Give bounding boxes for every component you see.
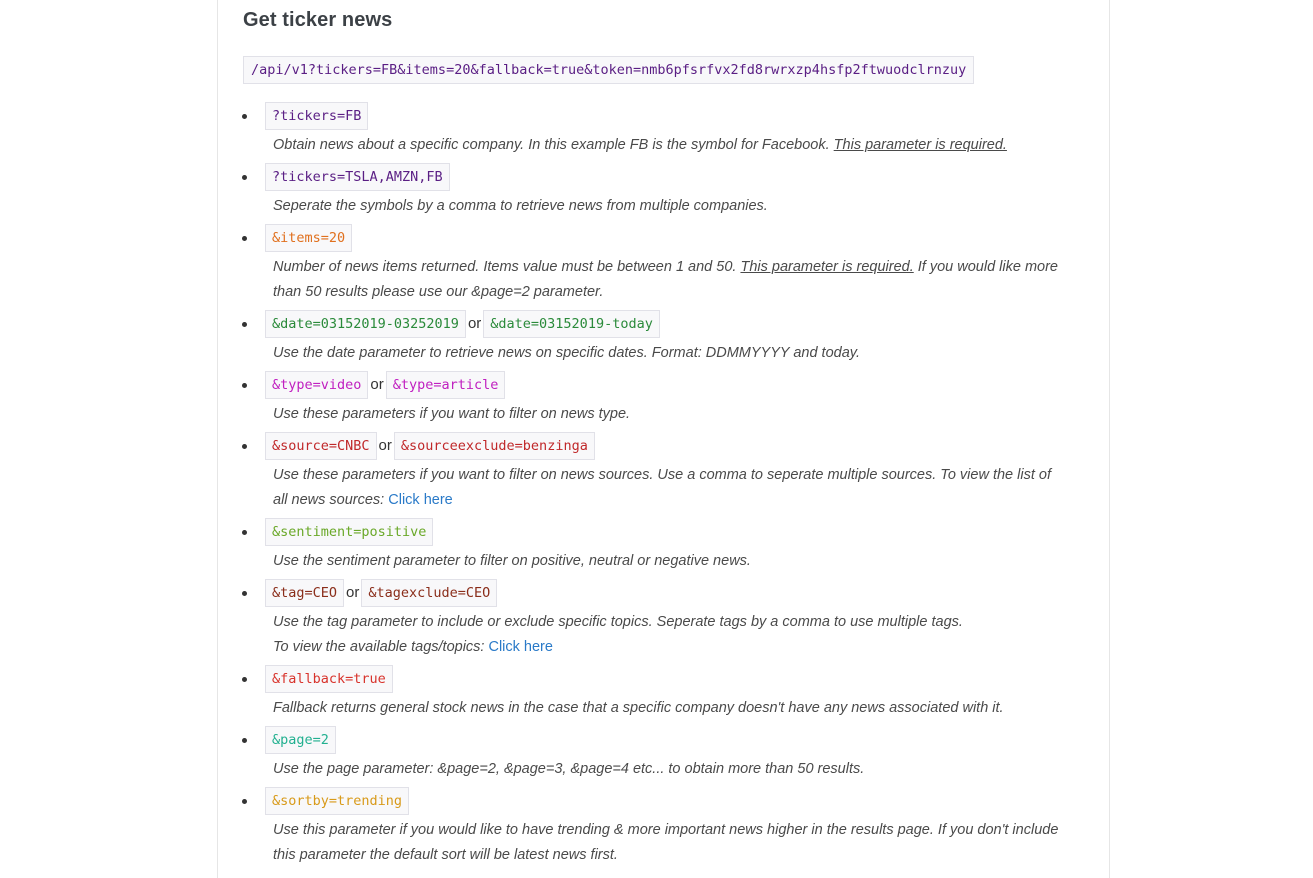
param-description: Use this parameter if you would like to have trending & more important news higher in the results page. If you don't include this parameter the default sort will be latest news first.	[273, 822, 1059, 863]
bullet-icon	[242, 383, 247, 388]
param-code-sourceexclude: &sourceexclude=benzinga	[394, 432, 595, 460]
bullet-icon	[242, 530, 247, 535]
param-description: Use the sentiment parameter to filter on positive, neutral or negative news.	[273, 553, 751, 569]
param-description: Use the page parameter: &page=2, &page=3, &page=4 etc... to obtain more than 50 results.	[273, 761, 865, 777]
or-separator: or	[467, 314, 482, 332]
required-note: This parameter is required.	[833, 137, 1007, 153]
tags-topics-link[interactable]: Click here	[488, 639, 553, 655]
param-code-date-today: &date=03152019-today	[483, 310, 660, 338]
param-description: Number of news items returned. Items value must be between 1 and 50. This parameter is required. If you would like more than 50 results please use our &page=2 parameter.	[273, 259, 1058, 300]
bullet-icon	[242, 322, 247, 327]
param-code-date-range: &date=03152019-03252019	[265, 310, 466, 338]
section-title: Get ticker news	[243, 9, 393, 31]
bullet-icon	[242, 591, 247, 596]
param-description: Use the tag parameter to include or exclude specific topics. Seperate tags by a comma to use multiple tags. To view the available tags/topics: Click here	[273, 614, 963, 655]
param-code-type-video: &type=video	[265, 371, 368, 399]
param-description: Use the date parameter to retrieve news on specific dates. Format: DDMMYYYY and today.	[273, 345, 860, 361]
required-note: This parameter is required.	[740, 259, 914, 275]
param-code-source: &source=CNBC	[265, 432, 377, 460]
news-sources-link[interactable]: Click here	[388, 492, 453, 508]
bullet-icon	[242, 114, 247, 119]
bullet-icon	[242, 444, 247, 449]
param-code-sentiment: &sentiment=positive	[265, 518, 433, 546]
ticker-news-card	[217, 0, 1110, 878]
or-separator: or	[346, 583, 360, 601]
param-description: Use these parameters if you want to filter on news type.	[273, 406, 631, 422]
param-description: Obtain news about a specific company. In this example FB is the symbol for Facebook. This parameter is required.	[273, 137, 1007, 153]
param-description: Fallback returns general stock news in the case that a specific company doesn't have any news associated with it.	[273, 700, 1004, 716]
param-code-fallback: &fallback=true	[265, 665, 393, 693]
param-code-type-article: &type=article	[386, 371, 506, 399]
or-separator: or	[370, 375, 384, 393]
param-code-tagexclude: &tagexclude=CEO	[361, 579, 497, 607]
param-code-tickers: ?tickers=FB	[265, 102, 368, 130]
bullet-icon	[242, 799, 247, 804]
param-code-tickers-multiple: ?tickers=TSLA,AMZN,FB	[265, 163, 450, 191]
bullet-icon	[242, 677, 247, 682]
param-description: Seperate the symbols by a comma to retrieve news from multiple companies.	[273, 198, 768, 214]
param-description: Use these parameters if you want to filter on news sources. Use a comma to seperate multiple sources. To view the list of all news sources: Click here	[273, 467, 1051, 508]
bullet-icon	[242, 738, 247, 743]
endpoint-example: /api/v1?tickers=FB&items=20&fallback=true&token=nmb6pfsrfvx2fd8rwrxzp4hsfp2ftwuodclrnzuy	[243, 56, 974, 84]
or-separator: or	[378, 436, 392, 454]
param-code-sortby: &sortby=trending	[265, 787, 409, 815]
bullet-icon	[242, 175, 247, 180]
param-code-items: &items=20	[265, 224, 352, 252]
bullet-icon	[242, 236, 247, 241]
param-code-page: &page=2	[265, 726, 336, 754]
param-code-tag: &tag=CEO	[265, 579, 344, 607]
